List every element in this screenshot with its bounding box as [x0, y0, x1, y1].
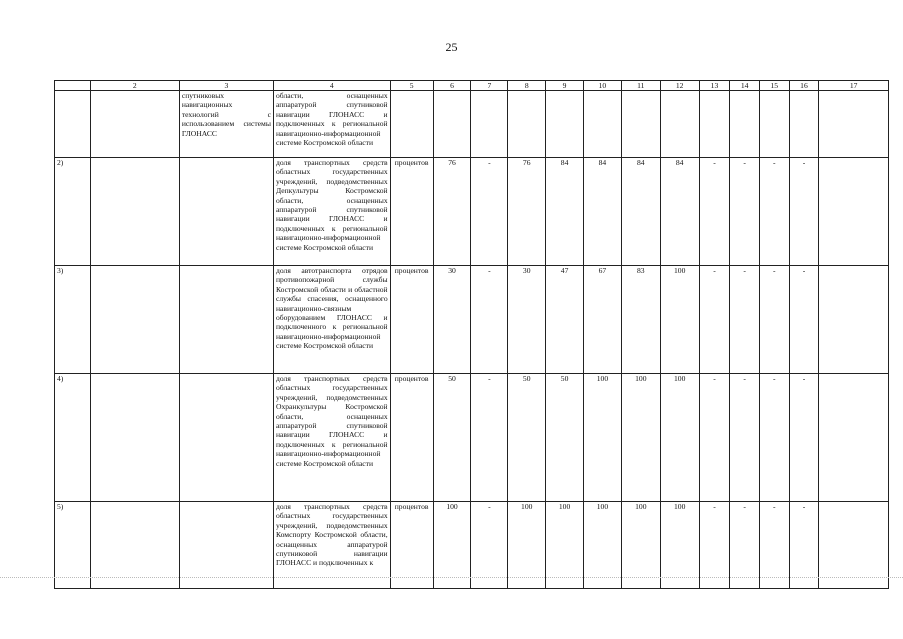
value-cell: 100 — [546, 502, 584, 589]
value-cell: 100 — [621, 502, 660, 589]
value-cell: - — [730, 374, 760, 502]
value-cell: 100 — [660, 502, 699, 589]
value-cell: - — [730, 502, 760, 589]
measure-name-cell — [179, 502, 273, 589]
value-cell: 67 — [584, 266, 622, 374]
empty-cell — [90, 91, 179, 158]
value-cell: 100 — [584, 374, 622, 502]
measure-name-cell — [179, 158, 273, 266]
value-cell: - — [730, 158, 760, 266]
measure-name-cell — [179, 266, 273, 374]
measure-name-cell — [179, 374, 273, 502]
table-row — [55, 374, 889, 502]
header-cell: 11 — [621, 81, 660, 91]
value-cell: 76 — [433, 158, 471, 266]
value-cell — [546, 91, 584, 158]
value-cell: 100 — [508, 502, 546, 589]
value-cell: - — [471, 502, 508, 589]
table-row — [55, 158, 889, 266]
value-cell: 76 — [508, 158, 546, 266]
value-cell: 84 — [621, 158, 660, 266]
header-cell: 13 — [699, 81, 730, 91]
value-cell: 100 — [584, 502, 622, 589]
header-cell: 15 — [759, 81, 789, 91]
value-cell — [471, 91, 508, 158]
empty-cell — [90, 266, 179, 374]
value-cell — [730, 91, 760, 158]
value-cell: 83 — [621, 266, 660, 374]
value-cell — [819, 91, 889, 158]
table-row — [55, 266, 889, 374]
empty-cell — [90, 374, 179, 502]
scan-artifact-line — [0, 577, 903, 578]
page-number: 25 — [445, 40, 458, 54]
indicator-name-cell: доля транспортных средств областных государственных учреждений, подведомственных Охранкультуры Костромской области, оснащенных аппаратурой спутниковой навигации ГЛОНАСС и подключенных к региональной навигационно-информационной системе Костромской области — [273, 374, 390, 502]
header-cell: 17 — [819, 81, 889, 91]
value-cell: 30 — [508, 266, 546, 374]
value-cell: - — [699, 502, 730, 589]
unit-cell: процентов — [390, 158, 433, 266]
header-cell — [55, 81, 91, 91]
value-cell: - — [471, 266, 508, 374]
indicator-name-cell: области, оснащенных аппаратурой спутниковой навигации ГЛОНАСС и подключенных к региональной навигационно-информационной системе Костромской области — [273, 91, 390, 158]
table-header-row — [55, 81, 889, 91]
empty-cell — [90, 502, 179, 589]
value-cell: - — [789, 266, 819, 374]
row-number-cell: 3) — [55, 266, 91, 374]
value-cell: - — [699, 374, 730, 502]
value-cell — [584, 91, 622, 158]
value-cell — [819, 502, 889, 589]
table-row — [55, 502, 889, 589]
value-cell: - — [730, 266, 760, 374]
header-cell: 3 — [179, 81, 273, 91]
value-cell — [789, 91, 819, 158]
value-cell: - — [789, 374, 819, 502]
value-cell — [660, 91, 699, 158]
header-cell: 7 — [471, 81, 508, 91]
table-row — [55, 91, 889, 158]
indicator-name-cell: доля транспортных средств областных государственных учреждений, подведомственных Депкультуры Костромской области, оснащенных аппаратурой спутниковой навигации ГЛОНАСС и подключенных к региональной навигационно-информационной системе Костромской области — [273, 158, 390, 266]
header-cell: 14 — [730, 81, 760, 91]
unit-cell — [390, 91, 433, 158]
value-cell — [759, 91, 789, 158]
value-cell: - — [699, 266, 730, 374]
value-cell: 30 — [433, 266, 471, 374]
value-cell: 84 — [584, 158, 622, 266]
header-cell: 9 — [546, 81, 584, 91]
row-number-cell: 4) — [55, 374, 91, 502]
value-cell: 100 — [660, 266, 699, 374]
value-cell — [819, 374, 889, 502]
header-cell: 10 — [584, 81, 622, 91]
value-cell — [508, 91, 546, 158]
value-cell: - — [789, 502, 819, 589]
value-cell: 100 — [660, 374, 699, 502]
header-cell: 5 — [390, 81, 433, 91]
value-cell: 100 — [433, 502, 471, 589]
value-cell — [433, 91, 471, 158]
unit-cell: процентов — [390, 374, 433, 502]
value-cell: 47 — [546, 266, 584, 374]
row-number-cell: 2) — [55, 158, 91, 266]
value-cell: 50 — [546, 374, 584, 502]
row-number-cell — [55, 91, 91, 158]
header-cell: 12 — [660, 81, 699, 91]
value-cell: 50 — [433, 374, 471, 502]
value-cell — [621, 91, 660, 158]
value-cell: - — [789, 158, 819, 266]
value-cell: 84 — [660, 158, 699, 266]
header-cell: 6 — [433, 81, 471, 91]
value-cell: - — [759, 266, 789, 374]
value-cell: - — [699, 158, 730, 266]
indicator-name-cell: доля транспортных средств областных государственных учреждений, подведомственных Комспорту Костромской области, оснащенных аппаратурой спутниковой навигации ГЛОНАСС и подключенных к — [273, 502, 390, 589]
value-cell: 50 — [508, 374, 546, 502]
value-cell: - — [759, 374, 789, 502]
value-cell: - — [471, 158, 508, 266]
unit-cell: процентов — [390, 502, 433, 589]
value-cell: 100 — [621, 374, 660, 502]
value-cell: - — [759, 158, 789, 266]
value-cell: - — [471, 374, 508, 502]
header-cell: 16 — [789, 81, 819, 91]
header-cell: 4 — [273, 81, 390, 91]
indicator-table — [54, 80, 889, 589]
header-cell: 2 — [90, 81, 179, 91]
indicator-name-cell: доля автотранспорта отрядов противопожарной службы Костромской области и областной службы спасения, оснащенного навигационно-связным оборудованием ГЛОНАСС и подключенного к региональной навигационно-информационной системе Костромской области — [273, 266, 390, 374]
value-cell: - — [759, 502, 789, 589]
measure-name-cell: спутниковых навигационных технологий с использованием системы ГЛОНАСС — [179, 91, 273, 158]
value-cell — [819, 266, 889, 374]
empty-cell — [90, 158, 179, 266]
value-cell: 84 — [546, 158, 584, 266]
row-number-cell: 5) — [55, 502, 91, 589]
header-cell: 8 — [508, 81, 546, 91]
unit-cell: процентов — [390, 266, 433, 374]
value-cell — [819, 158, 889, 266]
value-cell — [699, 91, 730, 158]
